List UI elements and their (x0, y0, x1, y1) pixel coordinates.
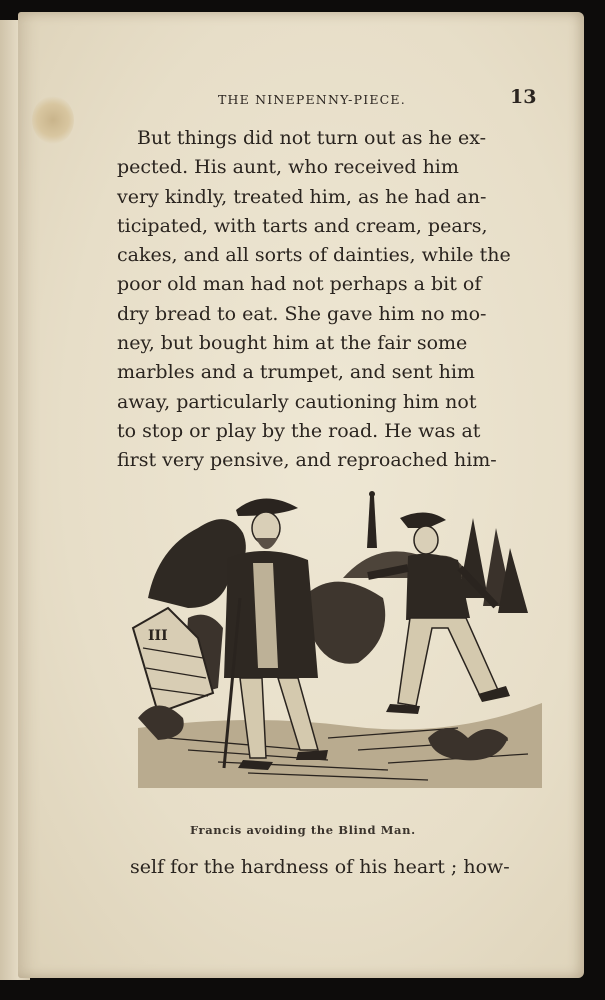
figure-caption: Francis avoiding the Blind Man. (190, 823, 416, 837)
woodcut-illustration (128, 488, 542, 788)
page-number: 13 (510, 86, 537, 108)
text-line: marbles and a trumpet, and sent him (117, 361, 475, 384)
text-line: ney, but bought him at the fair some (117, 332, 468, 355)
text-line: very kindly, treated him, as he had an- (117, 185, 487, 208)
text-line: poor old man had not perhaps a bit of (117, 273, 482, 296)
text-line: ticipated, with tarts and cream, pears, (117, 214, 488, 237)
svg-text:III: III (148, 628, 168, 644)
text-line: But things did not turn out as he ex- (137, 127, 487, 149)
text-line: cakes, and all sorts of dainties, while the (117, 244, 511, 267)
text-line: dry bread to eat. She gave him no mo- (117, 302, 487, 325)
body-text (117, 124, 538, 476)
paper-stain (32, 96, 74, 144)
running-title: THE NINEPENNY-PIECE. (218, 92, 406, 107)
text-line: away, particularly cautioning him not (117, 390, 477, 413)
text-line: first very pensive, and reproached him- (117, 449, 497, 472)
text-line: to stop or play by the road. He was at (117, 419, 481, 442)
text-line: pected. His aunt, who received him (117, 156, 459, 179)
continuation-line: self for the hardness of his heart ; how- (130, 856, 510, 878)
